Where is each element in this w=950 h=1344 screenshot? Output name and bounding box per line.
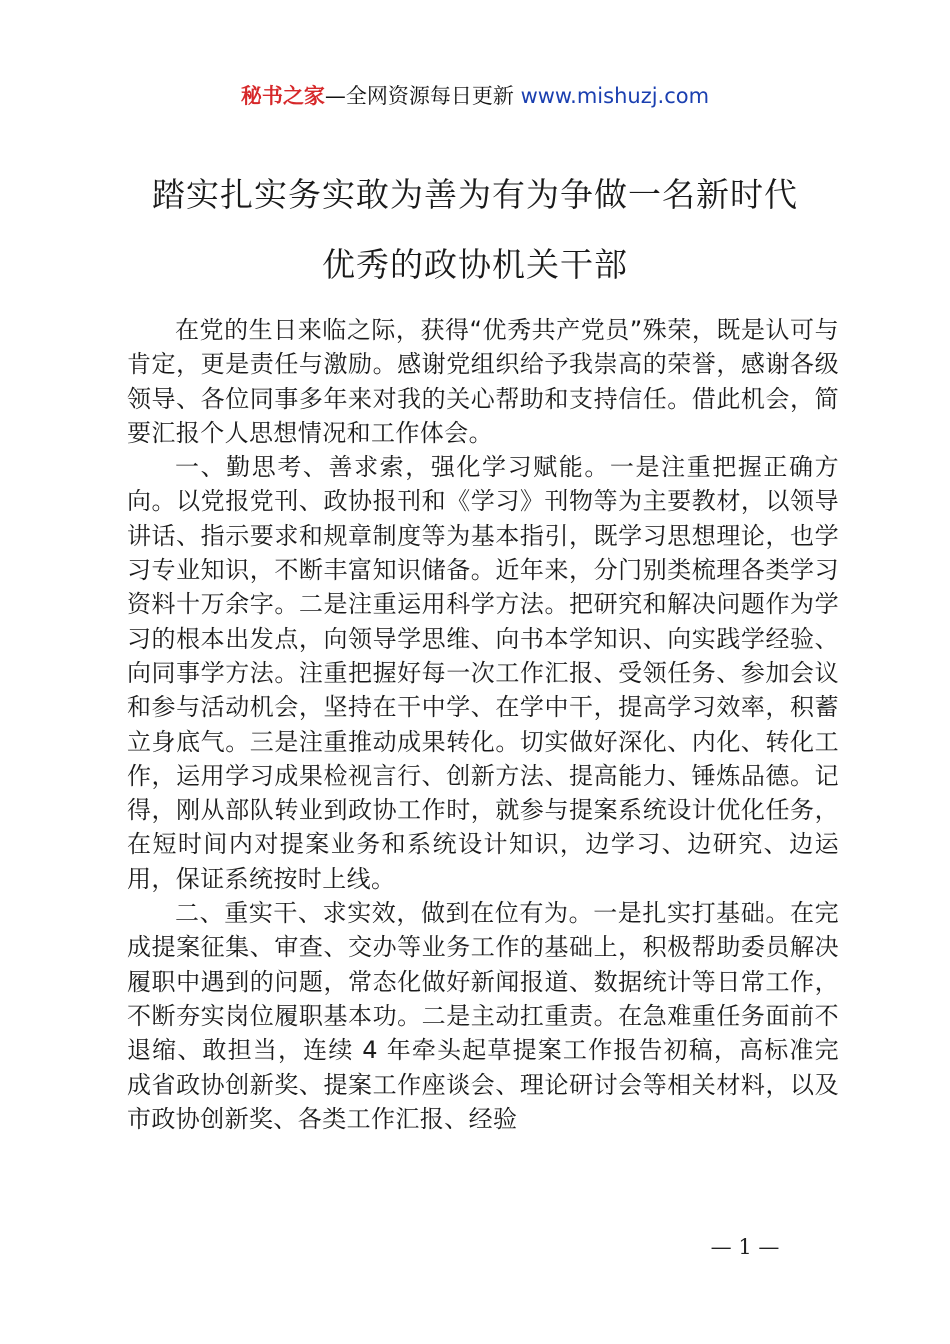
paragraph-intro: 在党的生日来临之际，获得“优秀共产党员”殊荣，既是认可与肯定，更是责任与激励。感谢党组织给予我崇高的荣誉，感谢各级领导、各位同事多年来对我的关心帮助和支持信任。借此机会，简要汇报个人思想情况和工作体会。 bbox=[127, 316, 839, 447]
page-number: — 1 — bbox=[710, 1235, 780, 1259]
title-line-1: 踏实扎实务实敢为善为有为争做一名新时代 bbox=[152, 175, 798, 214]
site-header bbox=[0, 80, 950, 112]
paragraph-section-1: 一、勤思考、善求索，强化学习赋能。一是注重把握正确方向。以党报党刊、政协报刊和《学习》刊物等为主要教材，以领导讲话、指示要求和规章制度等为基本指引，既学习思想理论，也学习专业知识，不断丰富知识储备。近年来，分门别类梳理各类学习资料十万余字。二是注重运用科学方法。把研究和解决问题作为学习的根本出发点，向领导学思维、向书本学知识、向实践学经验、向同事学方法。注重把握好每一次工作汇报、受领任务、参加会议和参与活动机会，坚持在干中学、在学中干，提高学习效率，积蓄立身底气。三是注重推动成果转化。切实做好深化、内化、转化工作，运用学习成果检视言行、创新方法、提高能力、锤炼品德。记得，刚从部队转业到政协工作时，就参与提案系统设计优化任务，在短时间内对提案业务和系统设计知识，边学习、边研究、边运用，保证系统按时上线。 bbox=[127, 453, 839, 893]
paragraph-section-2: 二、重实干、求实效，做到在位有为。一是扎实打基础。在完成提案征集、审查、交办等业务工作的基础上，积极帮助委员解决履职中遇到的问题，常态化做好新闻报道、数据统计等日常工作，不断夯实岗位履职基本功。二是主动扛重责。在急难重任务面前不退缩、敢担当，连续 4 年牵头起草提案工作报告初稿，高标准完成省政协创新奖、提案工作座谈会、理论研讨会等相关材料，以及市政协创新奖、各类工作汇报、经验 bbox=[127, 899, 839, 1133]
site-brand: 秘书之家 bbox=[240, 84, 325, 108]
site-tagline: —全网资源每日更新 bbox=[324, 84, 514, 108]
title-line-2: 优秀的政协机关干部 bbox=[322, 245, 628, 284]
site-url-link[interactable]: www.mishuzj.com bbox=[520, 84, 710, 108]
document-title bbox=[0, 160, 950, 300]
document-body bbox=[127, 313, 839, 1136]
